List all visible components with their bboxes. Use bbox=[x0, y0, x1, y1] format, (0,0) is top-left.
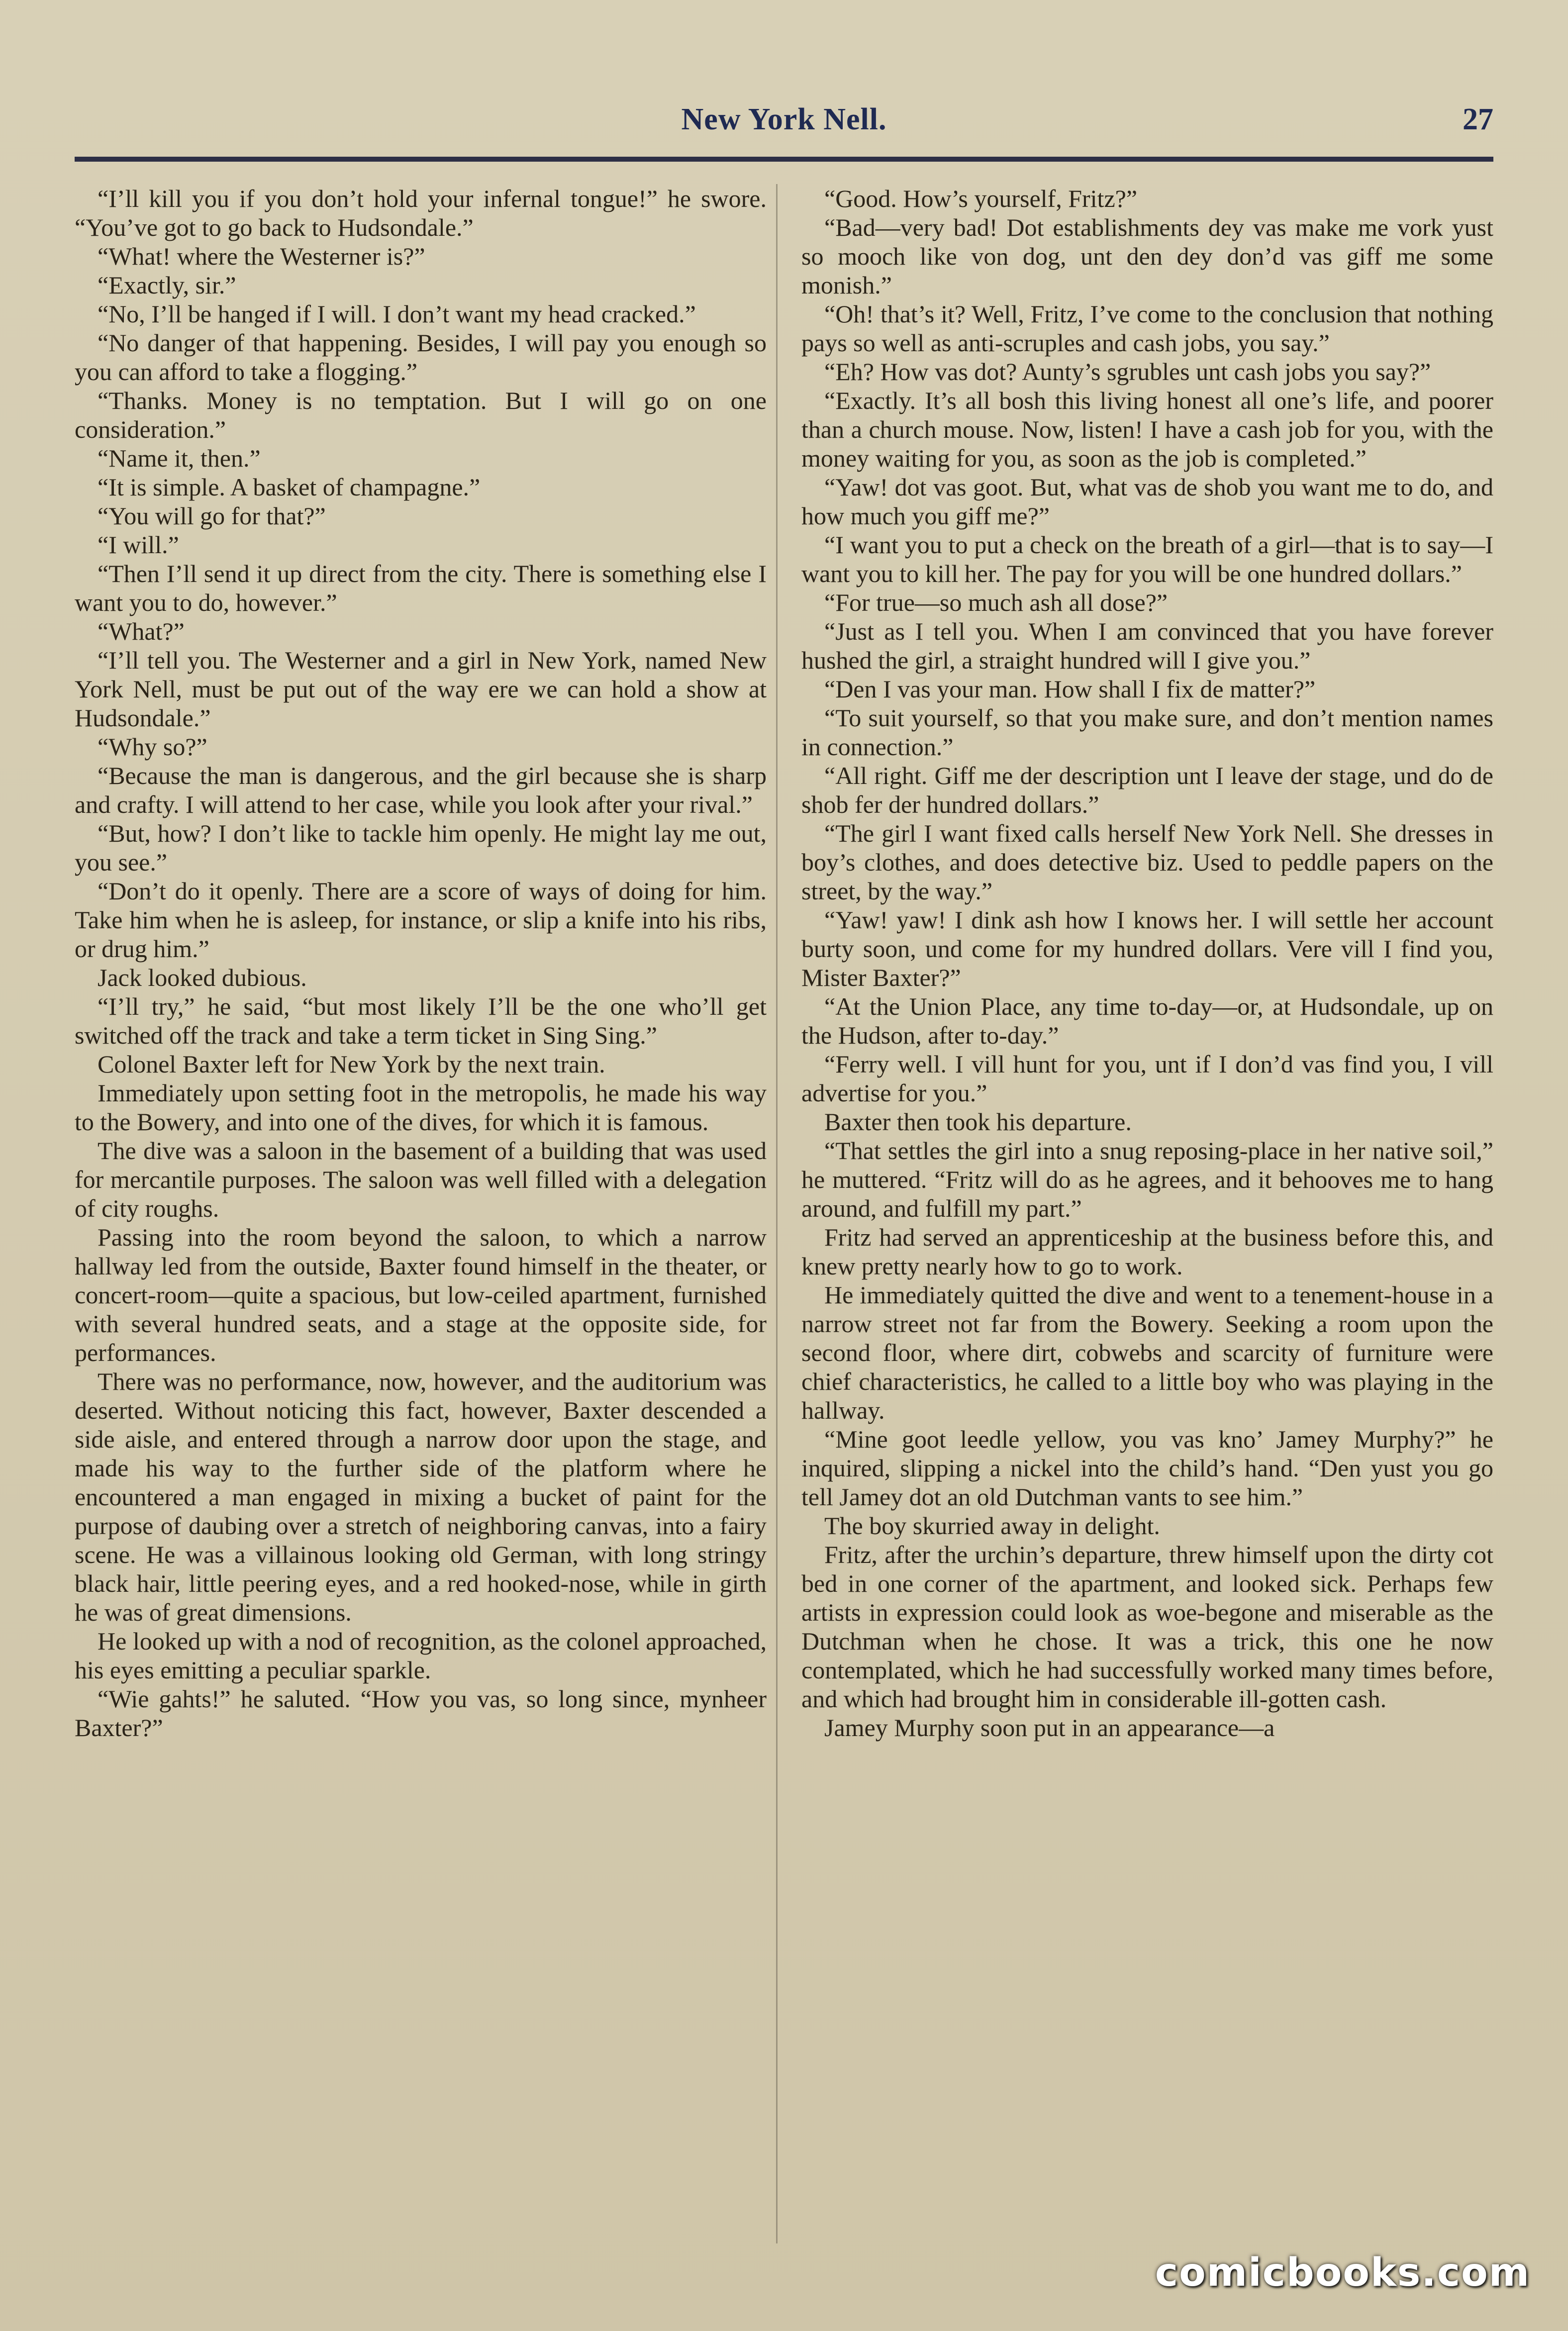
paragraph: “Don’t do it openly. There are a score of ways of doing for him. Take him when he is asleep, for instance, or slip a knife into his ribs, or drug him.” bbox=[75, 877, 767, 963]
paragraph: “It is simple. A basket of champagne.” bbox=[98, 473, 481, 501]
paragraph: “You will go for that?” bbox=[98, 502, 326, 530]
left-column bbox=[75, 184, 767, 2232]
paragraph: “What! where the Westerner is?” bbox=[98, 242, 425, 270]
paragraph: “Exactly. It’s all bosh this living honest all one’s life, and poorer than a church mouse. Now, listen! I have a cash job for you, with the money waiting for you, as soon as the job is completed.” bbox=[801, 387, 1493, 472]
paragraph: “No danger of that happening. Besides, I will pay you enough so you can afford to take a flogging.” bbox=[75, 329, 767, 386]
right-column bbox=[801, 184, 1493, 2232]
paragraph: He immediately quitted the dive and went to a tenement-house in a narrow street not far from the Bowery. Seeking a room upon the second floor, where dirt, cobwebs and scarcity of furniture were chief characteristics, he called to a little boy who was playing in the hallway. bbox=[801, 1281, 1493, 1424]
paragraph: “No, I’ll be hanged if I will. I don’t want my head cracked.” bbox=[98, 300, 696, 328]
paragraph: “To suit yourself, so that you make sure, and don’t mention names in connection.” bbox=[801, 704, 1493, 761]
paragraph: Fritz had served an apprenticeship at the business before this, and knew pretty nearly how to go to work. bbox=[801, 1223, 1493, 1280]
paragraph: “Exactly, sir.” bbox=[98, 271, 236, 299]
paragraph: “Yaw! yaw! I dink ash how I knows her. I will settle her account burty soon, und come for my hundred dollars. Vere vill I find you, Mister Baxter?” bbox=[801, 906, 1493, 991]
paragraph: There was no performance, now, however, and the auditorium was deserted. Without noticing this fact, however, Baxter descended a side aisle, and entered through a narrow door upon the stage, and made his way to the further side of the platform where he encountered a man engaged in mixing a bucket of paint for the purpose of daubing over a stretch of neighboring canvas, into a fairy scene. He was a villainous looking old German, with long stringy black hair, little peering eyes, and a red hooked-nose, while in girth he was of great dimensions. bbox=[75, 1367, 767, 1626]
paragraph: “But, how? I don’t like to tackle him openly. He might lay me out, you see.” bbox=[75, 819, 767, 876]
paragraph: Colonel Baxter left for New York by the next train. bbox=[98, 1050, 605, 1078]
paragraph: “Mine goot leedle yellow, you vas kno’ Jamey Murphy?” he inquired, slipping a nickel into the child’s hand. “Den yust you go tell Jamey dot an old Dutchman vants to see him.” bbox=[801, 1425, 1493, 1511]
paragraph: “I’ll kill you if you don’t hold your infernal tongue!” he swore. “You’ve got to go back to Hudsondale.” bbox=[75, 185, 767, 241]
paragraph: Jamey Murphy soon put in an appearance—a bbox=[824, 1714, 1275, 1742]
paragraph: “Just as I tell you. When I am convinced that you have forever hushed the girl, a straight hundred will I give you.” bbox=[801, 617, 1493, 674]
paragraph: “Oh! that’s it? Well, Fritz, I’ve come to the conclusion that nothing pays so well as anti-scruples and cash jobs, you say.” bbox=[801, 300, 1493, 357]
paragraph: “The girl I want fixed calls herself New York Nell. She dresses in boy’s clothes, and does detective biz. Used to peddle papers on the street, by the way.” bbox=[801, 819, 1493, 905]
paragraph: “Because the man is dangerous, and the girl because she is sharp and crafty. I will attend to her case, while you look after your rival.” bbox=[75, 762, 767, 818]
paragraph: “For true—so much ash all dose?” bbox=[824, 588, 1168, 616]
paragraph: Fritz, after the urchin’s departure, threw himself upon the dirty cot bed in one corner of the apartment, and looked sick. Perhaps few artists in expression could look as woe-begone and miserable as the Dutchman when he chose. It was a trick, this one he now contemplated, which he had successfully worked many times before, and which had brought him in considerable ill-gotten cash. bbox=[801, 1541, 1493, 1713]
paragraph: Immediately upon setting foot in the metropolis, he made his way to the Bowery, and into one of the dives, for which it is famous. bbox=[75, 1079, 767, 1136]
paragraph: “Bad—very bad! Dot establishments dey vas make me vork yust so mooch like von dog, unt den dey don’d vas giff me some monish.” bbox=[801, 213, 1493, 299]
paragraph: “Ferry well. I vill hunt for you, unt if I don’d vas find you, I vill advertise for you.” bbox=[801, 1050, 1493, 1107]
paragraph: “Wie gahts!” he saluted. “How you vas, so long since, mynheer Baxter?” bbox=[75, 1685, 767, 1742]
running-title: New York Nell. bbox=[681, 102, 887, 136]
paragraph: “Then I’ll send it up direct from the city. There is something else I want you to do, however.” bbox=[75, 560, 767, 616]
paragraph: “Den I vas your man. How shall I fix de matter?” bbox=[824, 675, 1316, 703]
paragraph: “Eh? How vas dot? Aunty’s sgrubles unt cash jobs you say?” bbox=[824, 358, 1431, 386]
paragraph: “I will.” bbox=[98, 531, 179, 559]
header-rule bbox=[75, 157, 1493, 162]
paragraph: “I’ll try,” he said, “but most likely I’ll be the one who’ll get switched off the track and take a term ticket in Sing Sing.” bbox=[75, 992, 767, 1049]
paragraph: “That settles the girl into a snug reposing-place in her native soil,” he muttered. “Fritz will do as he agrees, and it behooves me to hang around, and fulfill my part.” bbox=[801, 1137, 1493, 1222]
paragraph: “What?” bbox=[98, 617, 185, 645]
paragraph: “Yaw! dot vas goot. But, what vas de shob you want me to do, and how much you giff me?” bbox=[801, 473, 1493, 530]
paragraph: “Good. How’s yourself, Fritz?” bbox=[824, 185, 1138, 212]
page-header bbox=[75, 102, 1493, 147]
paragraph: “I want you to put a check on the breath of a girl—that is to say—I want you to kill her. The pay for you will be one hundred dollars.” bbox=[801, 531, 1493, 587]
paragraph: “I’ll tell you. The Westerner and a girl in New York, named New York Nell, must be put out of the way ere we can hold a show at Hudsondale.” bbox=[75, 646, 767, 732]
paragraph: “All right. Giff me der description unt I leave der stage, und do de shob fer der hundred dollars.” bbox=[801, 762, 1493, 818]
paragraph: “Thanks. Money is no temptation. But I will go on one consideration.” bbox=[75, 387, 767, 443]
watermark-logo: comicbooks.com bbox=[1155, 2250, 1530, 2295]
paragraph: He looked up with a nod of recognition, as the colonel approached, his eyes emitting a peculiar sparkle. bbox=[75, 1627, 767, 1684]
paragraph: Jack looked dubious. bbox=[98, 964, 307, 991]
paragraph: The boy skurried away in delight. bbox=[824, 1512, 1160, 1540]
page-number: 27 bbox=[1463, 102, 1493, 136]
paragraph: “Why so?” bbox=[98, 733, 207, 761]
paragraph: “At the Union Place, any time to-day—or, at Hudsondale, up on the Hudson, after to-day.” bbox=[801, 992, 1493, 1049]
paragraph: Baxter then took his departure. bbox=[824, 1108, 1132, 1136]
paragraph: The dive was a saloon in the basement of a building that was used for mercantile purposes. The saloon was well filled with a delegation of city roughs. bbox=[75, 1137, 767, 1222]
paragraph: “Name it, then.” bbox=[98, 444, 261, 472]
text-columns bbox=[75, 184, 1493, 2232]
paragraph: Passing into the room beyond the saloon, to which a narrow hallway led from the outside, Baxter found himself in the theater, or concert-room—quite a spacious, but low-ceiled apartment, furnished with several hundred seats, and a stage at the opposite side, for performances. bbox=[75, 1223, 767, 1366]
